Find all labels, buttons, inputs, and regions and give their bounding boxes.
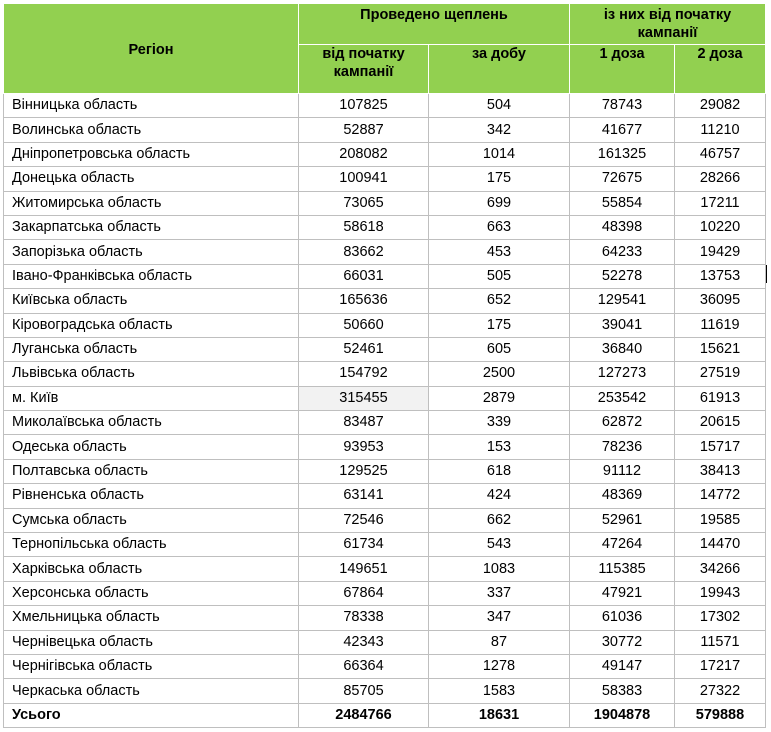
header-vaccinations: Проведено щеплень: [299, 4, 570, 45]
since-start-cell: 42343: [299, 630, 429, 654]
dose-2-cell: 14772: [675, 484, 766, 508]
dose-1-cell: 115385: [570, 557, 675, 581]
table-row: [4, 289, 766, 313]
header-region: Регіон: [4, 4, 299, 94]
dose-1-cell: 62872: [570, 411, 675, 435]
header-of-which: із них від початку кампанії: [570, 4, 766, 45]
since-start-cell: 93953: [299, 435, 429, 459]
table-row: [4, 606, 766, 630]
dose-2-cell: 11619: [675, 313, 766, 337]
since-start-cell: 61734: [299, 533, 429, 557]
per-day-cell: 424: [429, 484, 570, 508]
table-row: [4, 654, 766, 678]
header-dose-2: 2 доза: [675, 45, 766, 94]
per-day-cell: 1014: [429, 142, 570, 166]
region-cell: Івано-Франківська область: [4, 264, 299, 288]
region-cell: Луганська область: [4, 337, 299, 361]
since-start-cell: 154792: [299, 362, 429, 386]
dose-2-cell: 15621: [675, 337, 766, 361]
region-cell: Миколаївська область: [4, 411, 299, 435]
table-row: [4, 264, 766, 288]
dose-1-cell: 72675: [570, 167, 675, 191]
table-row: [4, 337, 766, 361]
region-cell: Тернопільська область: [4, 533, 299, 557]
region-cell: м. Київ: [4, 386, 299, 410]
table-row: [4, 557, 766, 581]
dose-1-cell: 48369: [570, 484, 675, 508]
since-start-cell: 58618: [299, 215, 429, 239]
per-day-cell: 662: [429, 508, 570, 532]
table-body: [4, 94, 766, 728]
region-cell: Чернігівська область: [4, 654, 299, 678]
header-dose-1: 1 доза: [570, 45, 675, 94]
table-row: [4, 459, 766, 483]
total-row: [4, 703, 766, 727]
since-start-cell: 83487: [299, 411, 429, 435]
per-day-cell: 87: [429, 630, 570, 654]
per-day-cell: 652: [429, 289, 570, 313]
table-row: [4, 508, 766, 532]
table-row: [4, 215, 766, 239]
per-day-cell: 605: [429, 337, 570, 361]
dose-1-cell: 55854: [570, 191, 675, 215]
dose-2-cell: 46757: [675, 142, 766, 166]
since-start-cell: 73065: [299, 191, 429, 215]
region-cell: Полтавська область: [4, 459, 299, 483]
dose-1-cell: 78236: [570, 435, 675, 459]
dose-2-cell: 38413: [675, 459, 766, 483]
since-start-cell: 78338: [299, 606, 429, 630]
region-cell: Херсонська область: [4, 581, 299, 605]
dose-2-cell: 19585: [675, 508, 766, 532]
header-since-start: від початку кампанії: [299, 45, 429, 94]
per-day-cell: 1278: [429, 654, 570, 678]
since-start-cell: 100941: [299, 167, 429, 191]
per-day-cell: 339: [429, 411, 570, 435]
region-cell: Київська область: [4, 289, 299, 313]
since-start-cell: 208082: [299, 142, 429, 166]
region-cell: Кіровоградська область: [4, 313, 299, 337]
dose-2-cell: 17302: [675, 606, 766, 630]
dose-1-cell: 41677: [570, 118, 675, 142]
dose-2-cell: 28266: [675, 167, 766, 191]
per-day-cell: 1583: [429, 679, 570, 703]
header-per-day: за добу: [429, 45, 570, 94]
since-start-cell: 2484766: [299, 703, 429, 727]
per-day-cell: 504: [429, 94, 570, 118]
table-row: [4, 386, 766, 410]
dose-1-cell: 52278: [570, 264, 675, 288]
dose-2-cell: 34266: [675, 557, 766, 581]
region-cell: Запорізька область: [4, 240, 299, 264]
region-cell: Житомирська область: [4, 191, 299, 215]
per-day-cell: 543: [429, 533, 570, 557]
per-day-cell: 453: [429, 240, 570, 264]
region-cell: Вінницька область: [4, 94, 299, 118]
dose-2-cell: 17211: [675, 191, 766, 215]
per-day-cell: 2500: [429, 362, 570, 386]
dose-2-cell: 15717: [675, 435, 766, 459]
table-row: [4, 191, 766, 215]
table-row: [4, 167, 766, 191]
table-row: [4, 533, 766, 557]
per-day-cell: 337: [429, 581, 570, 605]
table-row: [4, 581, 766, 605]
since-start-cell: 149651: [299, 557, 429, 581]
since-start-cell: 107825: [299, 94, 429, 118]
table-row: [4, 630, 766, 654]
dose-2-cell: 19429: [675, 240, 766, 264]
dose-2-cell: 20615: [675, 411, 766, 435]
dose-2-cell: 10220: [675, 215, 766, 239]
dose-1-cell: 253542: [570, 386, 675, 410]
table-row: [4, 118, 766, 142]
table-row: [4, 484, 766, 508]
dose-1-cell: 64233: [570, 240, 675, 264]
per-day-cell: 18631: [429, 703, 570, 727]
since-start-cell: 165636: [299, 289, 429, 313]
table-row: [4, 240, 766, 264]
region-cell: Донецька область: [4, 167, 299, 191]
dose-2-cell: 13753: [675, 264, 766, 288]
dose-2-cell: 579888: [675, 703, 766, 727]
dose-1-cell: 1904878: [570, 703, 675, 727]
region-cell: Волинська область: [4, 118, 299, 142]
since-start-cell: 83662: [299, 240, 429, 264]
since-start-cell: 315455: [299, 386, 429, 410]
dose-1-cell: 91112: [570, 459, 675, 483]
per-day-cell: 342: [429, 118, 570, 142]
region-cell: Хмельницька область: [4, 606, 299, 630]
table-row: [4, 435, 766, 459]
table-row: [4, 362, 766, 386]
cursor-marker: [766, 265, 767, 283]
per-day-cell: 505: [429, 264, 570, 288]
region-cell: Усього: [4, 703, 299, 727]
per-day-cell: 175: [429, 167, 570, 191]
dose-2-cell: 36095: [675, 289, 766, 313]
since-start-cell: 85705: [299, 679, 429, 703]
since-start-cell: 52461: [299, 337, 429, 361]
dose-2-cell: 27519: [675, 362, 766, 386]
dose-2-cell: 11210: [675, 118, 766, 142]
since-start-cell: 129525: [299, 459, 429, 483]
dose-2-cell: 27322: [675, 679, 766, 703]
since-start-cell: 52887: [299, 118, 429, 142]
dose-1-cell: 161325: [570, 142, 675, 166]
per-day-cell: 699: [429, 191, 570, 215]
dose-2-cell: 17217: [675, 654, 766, 678]
dose-1-cell: 52961: [570, 508, 675, 532]
per-day-cell: 2879: [429, 386, 570, 410]
dose-2-cell: 29082: [675, 94, 766, 118]
dose-1-cell: 129541: [570, 289, 675, 313]
per-day-cell: 1083: [429, 557, 570, 581]
dose-1-cell: 48398: [570, 215, 675, 239]
since-start-cell: 72546: [299, 508, 429, 532]
region-cell: Черкаська область: [4, 679, 299, 703]
vaccination-table-container: [3, 3, 766, 728]
since-start-cell: 63141: [299, 484, 429, 508]
dose-1-cell: 47264: [570, 533, 675, 557]
dose-2-cell: 14470: [675, 533, 766, 557]
per-day-cell: 663: [429, 215, 570, 239]
region-cell: Рівненська область: [4, 484, 299, 508]
region-cell: Одеська область: [4, 435, 299, 459]
dose-1-cell: 127273: [570, 362, 675, 386]
dose-2-cell: 11571: [675, 630, 766, 654]
per-day-cell: 153: [429, 435, 570, 459]
dose-2-cell: 19943: [675, 581, 766, 605]
dose-1-cell: 61036: [570, 606, 675, 630]
since-start-cell: 66031: [299, 264, 429, 288]
region-cell: Чернівецька область: [4, 630, 299, 654]
table-row: [4, 313, 766, 337]
region-cell: Львівська область: [4, 362, 299, 386]
region-cell: Дніпропетровська область: [4, 142, 299, 166]
table-row: [4, 679, 766, 703]
dose-1-cell: 47921: [570, 581, 675, 605]
since-start-cell: 67864: [299, 581, 429, 605]
dose-1-cell: 39041: [570, 313, 675, 337]
region-cell: Харківська область: [4, 557, 299, 581]
table-row: [4, 94, 766, 118]
table-header: [4, 4, 766, 94]
dose-1-cell: 49147: [570, 654, 675, 678]
dose-1-cell: 78743: [570, 94, 675, 118]
since-start-cell: 66364: [299, 654, 429, 678]
region-cell: Закарпатська область: [4, 215, 299, 239]
dose-1-cell: 36840: [570, 337, 675, 361]
dose-1-cell: 58383: [570, 679, 675, 703]
region-cell: Сумська область: [4, 508, 299, 532]
per-day-cell: 175: [429, 313, 570, 337]
dose-1-cell: 30772: [570, 630, 675, 654]
per-day-cell: 347: [429, 606, 570, 630]
dose-2-cell: 61913: [675, 386, 766, 410]
per-day-cell: 618: [429, 459, 570, 483]
table-row: [4, 411, 766, 435]
since-start-cell: 50660: [299, 313, 429, 337]
vaccination-table: [3, 3, 766, 728]
table-row: [4, 142, 766, 166]
